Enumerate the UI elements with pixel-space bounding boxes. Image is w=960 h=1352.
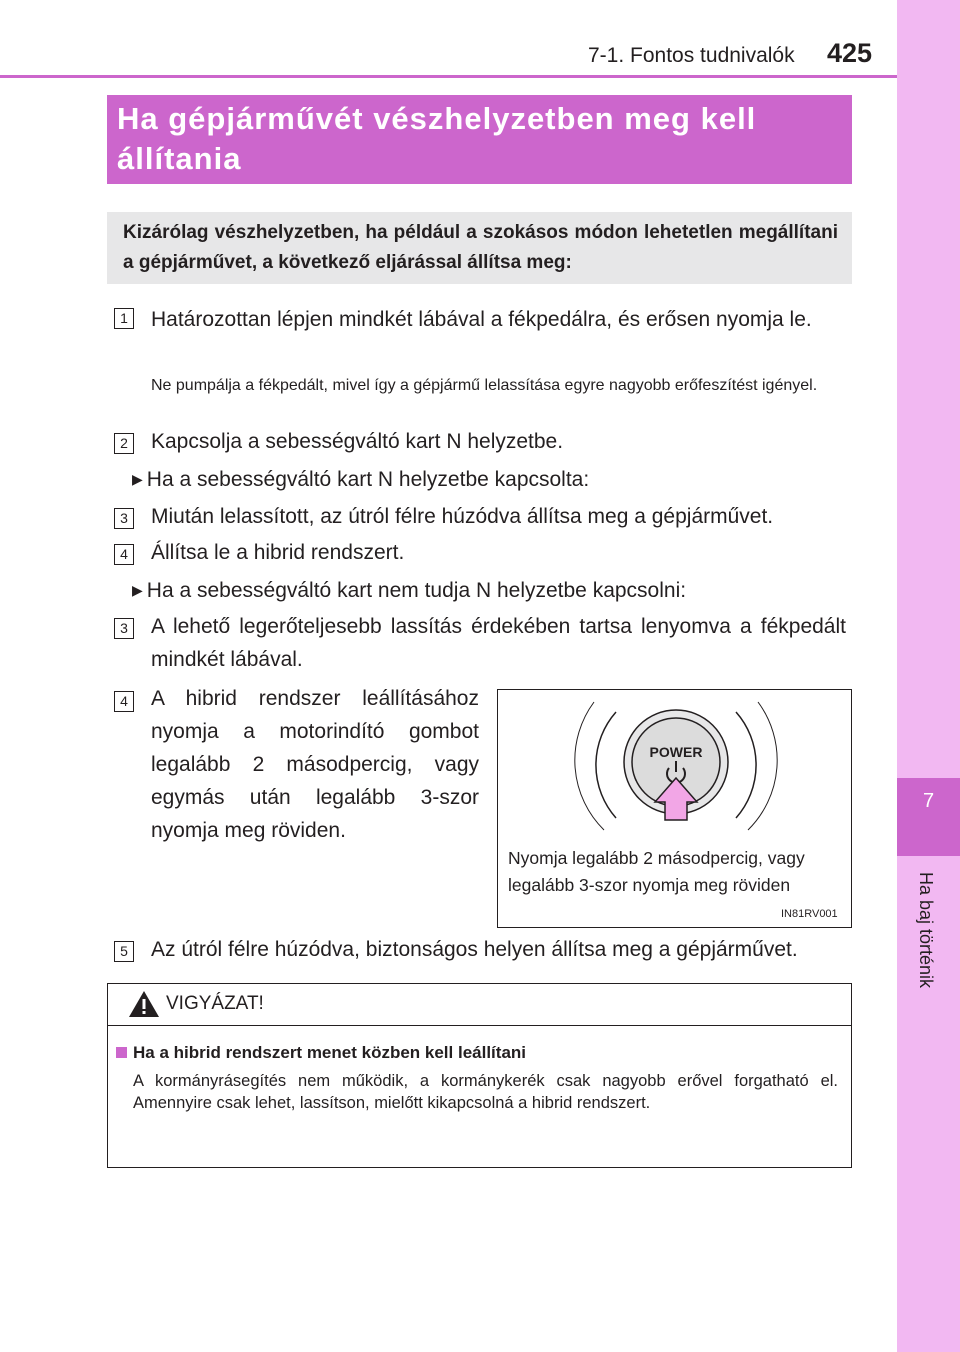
subheading-text: Ha a sebességváltó kart N helyzetbe kapcsolta: — [146, 468, 590, 491]
warning-header — [108, 984, 851, 1026]
page-number: 425 — [827, 38, 873, 68]
step-number: 4 — [114, 544, 134, 565]
step-number: 3 — [114, 618, 134, 639]
figure-caption-line: legalább 3-szor nyomja meg röviden — [508, 875, 791, 895]
warning-title: VIGYÁZAT! — [166, 993, 264, 1014]
subheading — [132, 463, 589, 496]
step-text: A hibrid rendszer leállításához nyomja a motorindító gombot legalább 2 másodpercig, vagy egymás után legalább 3-szor nyomja meg röviden. — [151, 687, 479, 842]
triangle-bullet-icon: ▶ — [132, 582, 143, 598]
step-text: Az útról félre húzódva, biztonságos helyen állítsa meg a gépjárművet. — [151, 938, 798, 961]
power-button-label: POWER — [649, 744, 703, 760]
step-note: Ne pumpálja a fékpedált, mivel így a gépjármű lelassítása egyre nagyobb erőfeszítést igényel. — [151, 377, 818, 394]
figure-caption — [508, 845, 805, 899]
step-number: 2 — [114, 433, 134, 454]
figure-caption-line: Nyomja legalább 2 másodpercig, vagy — [508, 848, 805, 868]
intro-text: Kizárólag vészhelyzetben, ha például a szokásos módon lehetetlen megállítani a gépjárművet, a következő eljárással állítsa meg: — [123, 222, 838, 273]
power-button-illustration — [498, 690, 851, 840]
subheading — [132, 574, 686, 607]
step-text: Határozottan lépjen mindkét lábával a fékpedálra, és erősen nyomja le. — [151, 308, 812, 331]
title-bar — [107, 95, 852, 184]
step-text: Miután lelassított, az útról félre húzódva állítsa meg a gépjárművet. — [151, 505, 774, 528]
side-tab — [897, 0, 960, 1352]
step-number: 4 — [114, 691, 134, 712]
step-number: 5 — [114, 941, 134, 962]
header-divider — [0, 75, 897, 78]
section-title: 7-1. Fontos tudnivalók — [588, 44, 795, 67]
triangle-bullet-icon: ▶ — [132, 471, 143, 487]
chapter-number: 7 — [922, 790, 935, 812]
intro-box — [107, 212, 852, 284]
warning-text: A kormányrásegítés nem működik, a kormánykerék csak nagyobb erővel forgatható el. Amennyire csak lehet, lassítson, mielőtt kikapcsolná a hibrid rendszert. — [133, 1072, 838, 1112]
step-text: A lehető legerőteljesebb lassítás érdekében tartsa lenyomva a fékpedált mindkét lábával. — [151, 615, 846, 671]
figure-id: IN81RV001 — [781, 908, 838, 920]
warning-box — [107, 983, 852, 1168]
step-number: 3 — [114, 508, 134, 529]
square-bullet-icon — [116, 1047, 127, 1058]
chapter-title: Ha baj történik — [916, 872, 936, 989]
subheading-text: Ha a sebességváltó kart nem tudja N helyzetbe kapcsolni: — [146, 579, 687, 602]
step-text: Kapcsolja a sebességváltó kart N helyzetbe. — [151, 430, 564, 453]
power-button-figure — [497, 689, 852, 928]
page-title: Ha gépjárművét vészhelyzetben meg kell állítania — [117, 101, 757, 176]
step-text: Állítsa le a hibrid rendszert. — [151, 541, 405, 564]
warning-triangle-icon — [127, 989, 161, 1019]
step-number: 1 — [114, 308, 134, 329]
warning-subtitle — [116, 1043, 526, 1063]
warning-subtitle-text: Ha a hibrid rendszert menet közben kell leállítani — [133, 1043, 527, 1062]
